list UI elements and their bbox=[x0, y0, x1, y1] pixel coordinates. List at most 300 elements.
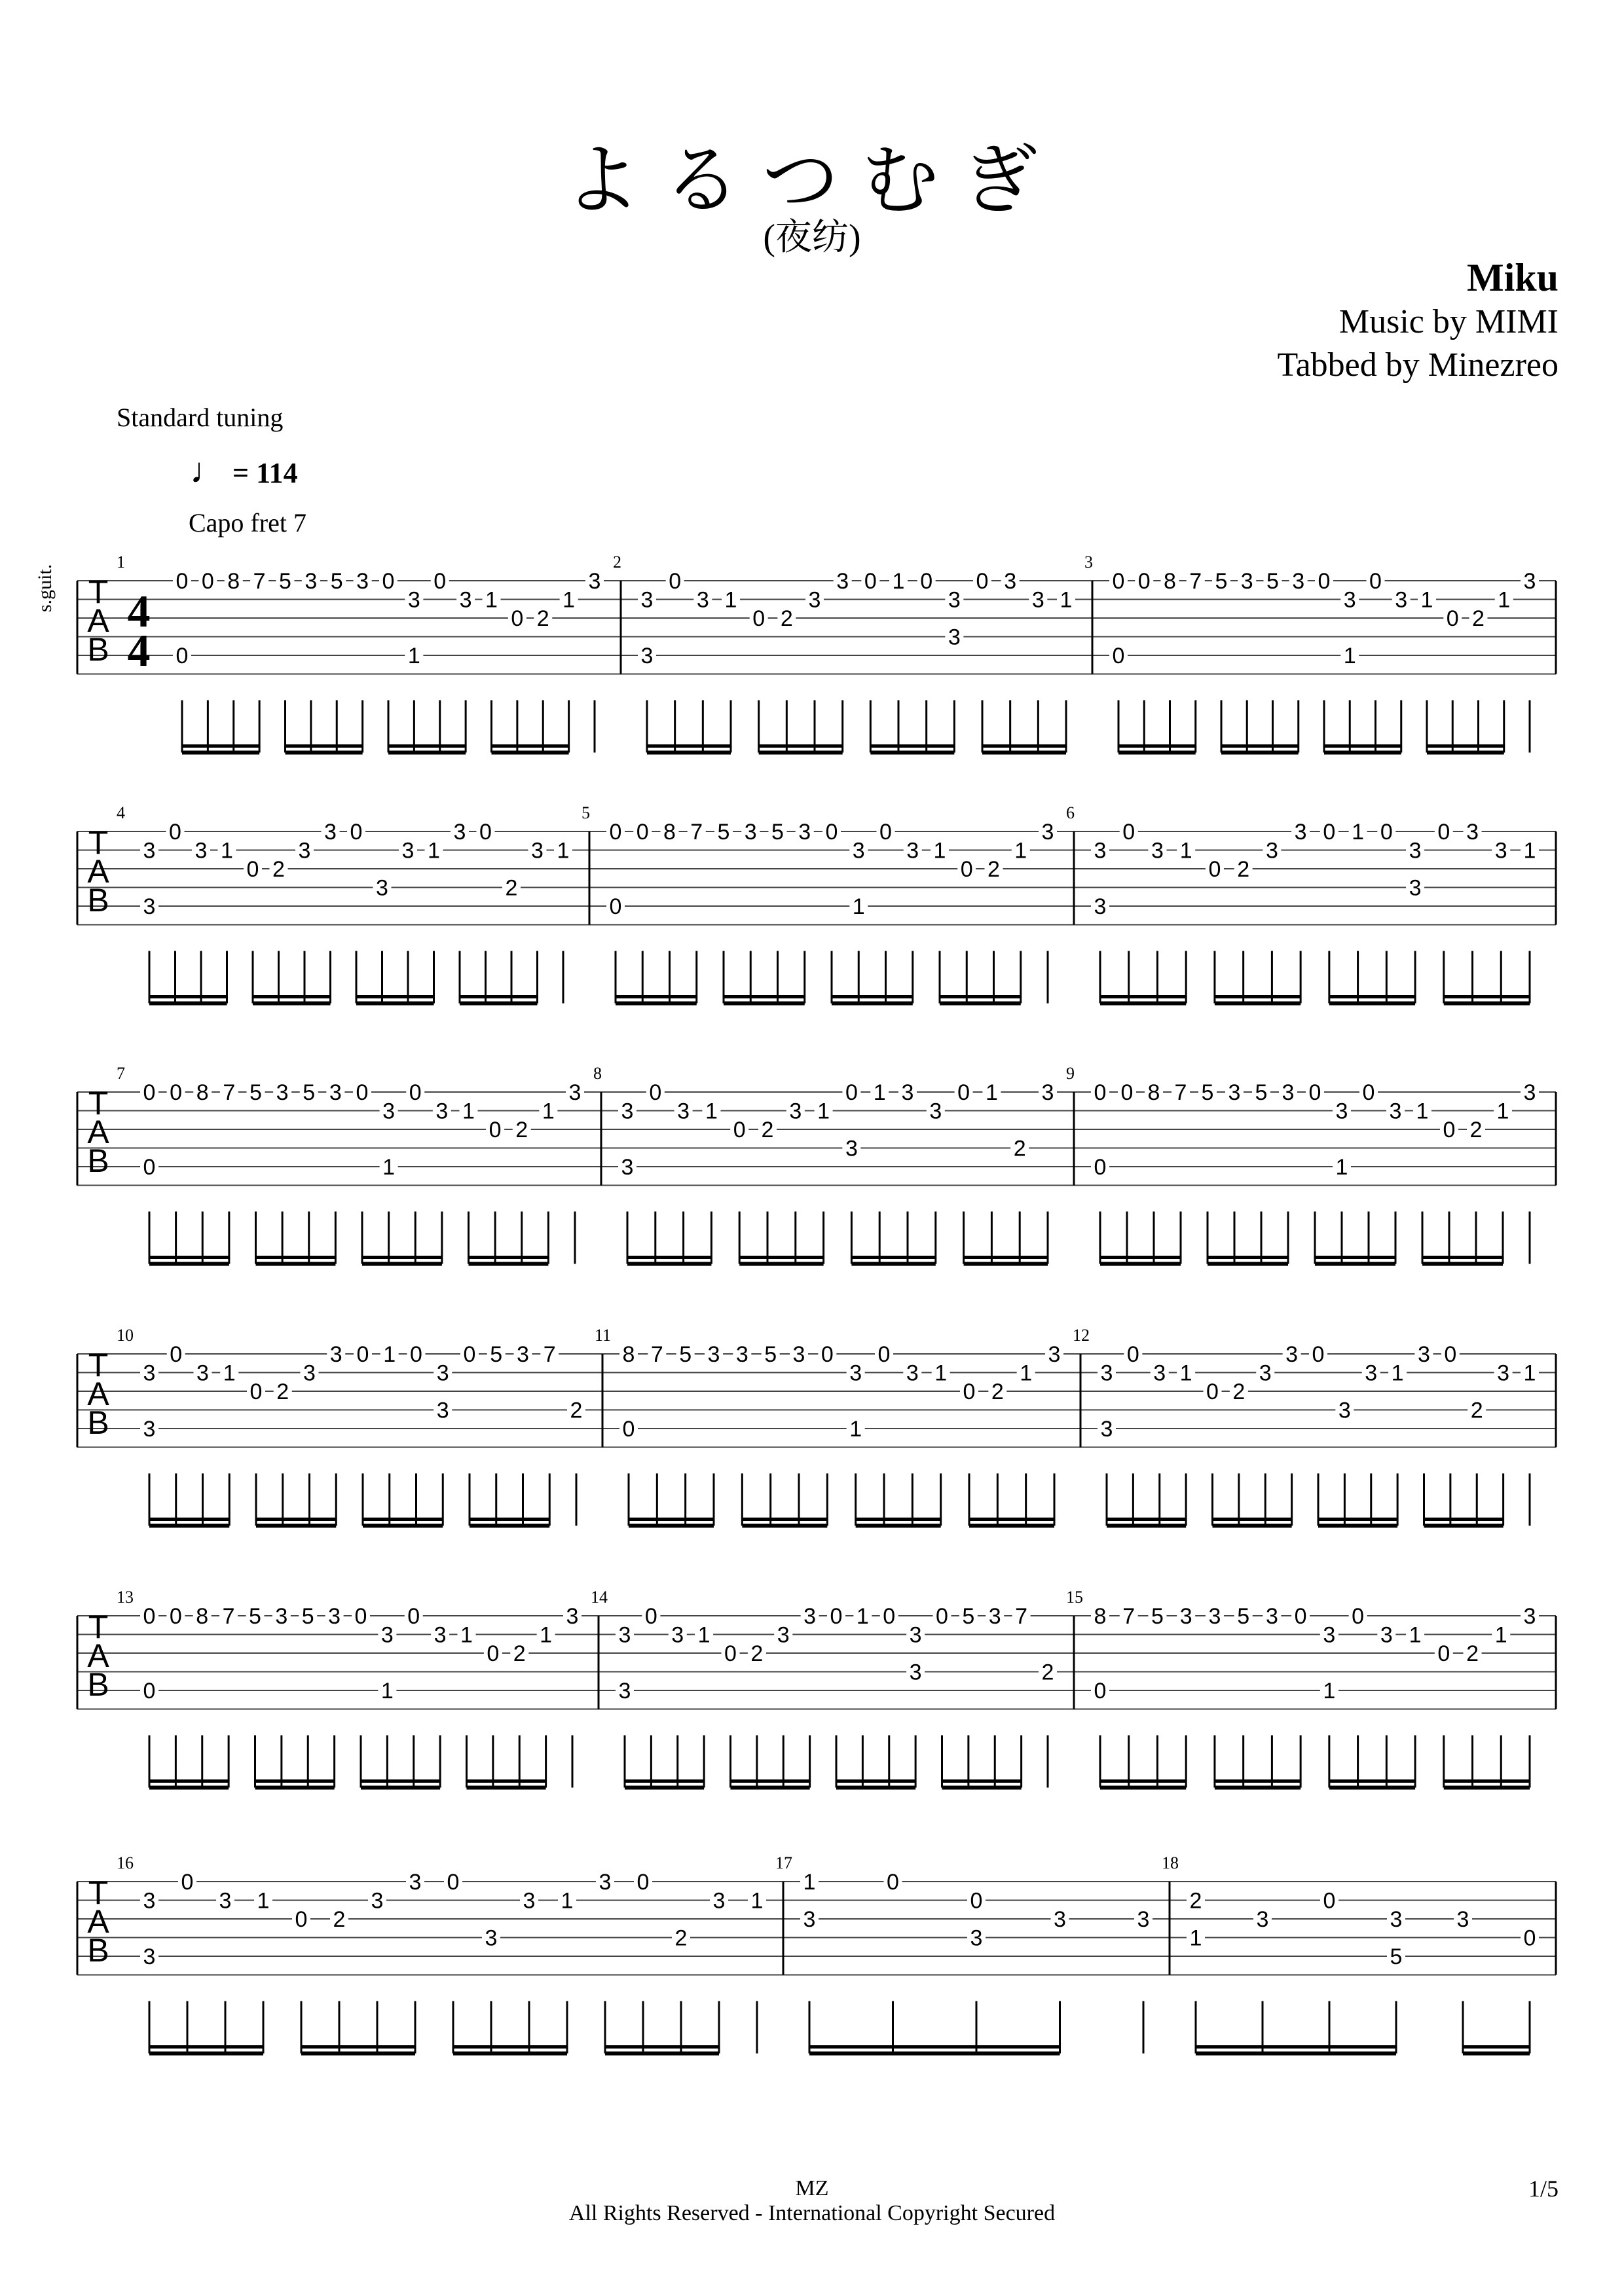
fret-number: 8 bbox=[1094, 1604, 1107, 1629]
fret-number: 3 bbox=[298, 838, 311, 864]
fret-number: 0 bbox=[1437, 820, 1450, 845]
fret-number: 0 bbox=[845, 1080, 858, 1105]
fret-number: 0 bbox=[1126, 1342, 1139, 1367]
fret-number: 0 bbox=[1112, 644, 1125, 668]
fret-number: 0 bbox=[644, 1604, 657, 1629]
time-signature-top: 4 bbox=[127, 587, 151, 637]
fret-number: 8 bbox=[196, 1080, 209, 1105]
fret-number: 3 bbox=[1456, 1907, 1469, 1932]
fret-number: 3 bbox=[1094, 894, 1107, 919]
fret-number: 3 bbox=[1365, 1360, 1378, 1386]
fret-number: 0 bbox=[489, 1118, 502, 1142]
fret-number: 0 bbox=[883, 1604, 896, 1629]
fret-number: 1 bbox=[428, 838, 440, 864]
fret-number: 3 bbox=[852, 838, 865, 864]
song-subtitle: (夜纺) bbox=[763, 217, 861, 258]
fret-number: 0 bbox=[407, 1604, 420, 1629]
footer-copyright: All Rights Reserved - International Copyright Secured bbox=[568, 2201, 1056, 2225]
fret-number: 3 bbox=[1031, 587, 1044, 613]
tab-letter: A bbox=[87, 1637, 109, 1674]
fret-number: 3 bbox=[671, 1622, 684, 1648]
fret-number: 3 bbox=[1338, 1398, 1351, 1423]
fret-number: 3 bbox=[1041, 1080, 1054, 1105]
fret-number: 0 bbox=[936, 1604, 948, 1629]
fret-number: 3 bbox=[329, 1342, 342, 1367]
fret-number: 8 bbox=[622, 1342, 635, 1367]
fret-number: 3 bbox=[219, 1888, 232, 1914]
fret-number: 1 bbox=[1179, 1360, 1192, 1386]
fret-number: 5 bbox=[301, 1604, 314, 1629]
fret-number: 1 bbox=[1416, 1099, 1429, 1124]
fret-number: 3 bbox=[948, 625, 961, 650]
tab-letter: A bbox=[87, 1114, 109, 1150]
fret-number: 0 bbox=[447, 1870, 460, 1895]
fret-number: 0 bbox=[1137, 569, 1151, 594]
fret-number: 3 bbox=[328, 1604, 341, 1629]
fret-number: 7 bbox=[253, 569, 266, 594]
fret-number: 3 bbox=[929, 1099, 942, 1124]
fret-number: 0 bbox=[1362, 1080, 1375, 1105]
fret-number: 1 bbox=[462, 1099, 475, 1124]
fret-number: 3 bbox=[275, 1604, 288, 1629]
fret-number: 3 bbox=[1409, 838, 1422, 864]
fret-number: 3 bbox=[845, 1136, 858, 1161]
fret-number: 0 bbox=[609, 820, 622, 845]
fret-number: 0 bbox=[1444, 1342, 1457, 1367]
fret-number: 5 bbox=[1237, 1604, 1250, 1629]
fret-number: 3 bbox=[1208, 1604, 1221, 1629]
fret-number: 3 bbox=[1256, 1907, 1269, 1932]
fret-number: 0 bbox=[1523, 1925, 1536, 1951]
fret-number: 0 bbox=[356, 1342, 369, 1367]
fret-number: 3 bbox=[434, 1622, 447, 1648]
fret-number: 2 bbox=[1469, 1118, 1483, 1142]
fret-number: 3 bbox=[276, 1080, 289, 1105]
measure-number: 2 bbox=[613, 553, 621, 572]
fret-number: 3 bbox=[566, 1604, 579, 1629]
fret-number: 3 bbox=[970, 1925, 983, 1951]
fret-number: 1 bbox=[1343, 644, 1356, 668]
fret-number: 2 bbox=[536, 606, 549, 631]
tab-letter: T bbox=[88, 1347, 109, 1383]
fret-number: 3 bbox=[523, 1888, 536, 1914]
song-title: よるつむぎ bbox=[563, 135, 1061, 225]
fret-number: 0 bbox=[1308, 1080, 1321, 1105]
fret-number: 1 bbox=[485, 587, 498, 613]
fret-number: 2 bbox=[761, 1118, 774, 1142]
fret-number: 1 bbox=[1496, 1099, 1509, 1124]
fret-number: 1 bbox=[705, 1099, 718, 1124]
fret-number: 3 bbox=[744, 820, 757, 845]
fret-number: 1 bbox=[873, 1080, 886, 1105]
measure-number: 10 bbox=[117, 1326, 134, 1345]
fret-number: 0 bbox=[752, 606, 766, 631]
fret-number: 0 bbox=[1094, 1080, 1107, 1105]
fret-number: 3 bbox=[485, 1925, 498, 1951]
fret-number: 7 bbox=[690, 820, 703, 845]
tab-letter: B bbox=[87, 631, 109, 668]
fret-number: 3 bbox=[1389, 1099, 1402, 1124]
fret-number: 3 bbox=[435, 1099, 449, 1124]
fret-number: 3 bbox=[409, 1870, 422, 1895]
fret-number: 3 bbox=[382, 1099, 396, 1124]
fret-number: 1 bbox=[1014, 838, 1027, 864]
fret-number: 3 bbox=[712, 1888, 726, 1914]
fret-number: 3 bbox=[707, 1342, 720, 1367]
fret-number: 0 bbox=[487, 1641, 500, 1666]
fret-number: 2 bbox=[505, 875, 518, 901]
fret-number: 1 bbox=[724, 587, 737, 613]
fret-number: 3 bbox=[1335, 1099, 1348, 1124]
fret-number: 1 bbox=[257, 1888, 270, 1914]
fret-number: 3 bbox=[792, 1342, 805, 1367]
fret-number: 0 bbox=[821, 1342, 834, 1367]
tab-letter: A bbox=[87, 853, 109, 890]
fret-number: 3 bbox=[906, 1360, 919, 1386]
fret-number: 1 bbox=[1523, 838, 1536, 864]
fret-number: 2 bbox=[1466, 1641, 1479, 1666]
fret-number: 8 bbox=[1147, 1080, 1160, 1105]
fret-number: 0 bbox=[175, 644, 189, 668]
fret-number: 3 bbox=[1523, 1604, 1536, 1629]
fret-number: 0 bbox=[1443, 1118, 1456, 1142]
fret-number: 1 bbox=[750, 1888, 764, 1914]
fret-number: 7 bbox=[223, 1080, 236, 1105]
fret-number: 3 bbox=[1395, 587, 1408, 613]
fret-number: 3 bbox=[696, 587, 709, 613]
fret-number: 3 bbox=[808, 587, 821, 613]
fret-number: 0 bbox=[1318, 569, 1331, 594]
measure-number: 18 bbox=[1162, 1853, 1179, 1872]
fret-number: 3 bbox=[677, 1099, 690, 1124]
fret-number: 0 bbox=[356, 1080, 369, 1105]
footer-label: MZ bbox=[795, 2176, 829, 2200]
fret-number: 0 bbox=[1112, 569, 1125, 594]
measure-number: 9 bbox=[1066, 1064, 1075, 1083]
fret-number: 3 bbox=[1294, 820, 1307, 845]
tab-letter: T bbox=[88, 1085, 109, 1121]
fret-number: 0 bbox=[1094, 1155, 1107, 1180]
fret-number: 0 bbox=[434, 569, 447, 594]
fret-number: 1 bbox=[382, 1155, 396, 1180]
fret-number: 0 bbox=[920, 569, 933, 594]
fret-number: 3 bbox=[143, 838, 156, 864]
fret-number: 1 bbox=[460, 1622, 473, 1648]
measure-number: 7 bbox=[117, 1064, 125, 1083]
fret-number: 0 bbox=[175, 569, 189, 594]
fret-number: 3 bbox=[1240, 569, 1253, 594]
fret-number: 0 bbox=[649, 1080, 662, 1105]
fret-number: 1 bbox=[561, 1888, 574, 1914]
fret-number: 3 bbox=[798, 820, 811, 845]
fret-number: 0 bbox=[1380, 820, 1393, 845]
fret-number: 1 bbox=[542, 1099, 555, 1124]
fret-number: 0 bbox=[143, 1604, 156, 1629]
fret-number: 2 bbox=[276, 1379, 289, 1404]
fret-number: 3 bbox=[407, 587, 420, 613]
fret-number: 3 bbox=[1100, 1417, 1113, 1442]
fret-number: 3 bbox=[1323, 1622, 1336, 1648]
fret-number: 3 bbox=[401, 838, 415, 864]
tab-letter: B bbox=[87, 1142, 109, 1179]
time-signature-bottom: 4 bbox=[127, 626, 151, 676]
fret-number: 0 bbox=[511, 606, 524, 631]
fret-number: 2 bbox=[1237, 857, 1250, 882]
fret-number: 1 bbox=[803, 1870, 816, 1895]
fret-number: 3 bbox=[459, 587, 472, 613]
measure-number: 4 bbox=[117, 803, 125, 822]
fret-number: 3 bbox=[196, 1360, 209, 1386]
fret-number: 3 bbox=[640, 587, 654, 613]
fret-number: 3 bbox=[143, 894, 156, 919]
fret-number: 3 bbox=[1265, 838, 1278, 864]
fret-number: 0 bbox=[733, 1118, 746, 1142]
fret-number: 5 bbox=[1255, 1080, 1268, 1105]
fret-number: 1 bbox=[934, 1360, 948, 1386]
fret-number: 7 bbox=[1174, 1080, 1187, 1105]
fret-number: 2 bbox=[991, 1379, 1004, 1404]
measure-number: 17 bbox=[775, 1853, 792, 1872]
fret-number: 3 bbox=[1497, 1360, 1510, 1386]
fret-number: 3 bbox=[568, 1080, 581, 1105]
fret-number: 0 bbox=[479, 820, 492, 845]
fret-number: 1 bbox=[1020, 1360, 1033, 1386]
fret-number: 3 bbox=[517, 1342, 529, 1367]
artist: Miku bbox=[1466, 256, 1559, 299]
tab-letter: A bbox=[87, 1376, 109, 1412]
fret-number: 3 bbox=[588, 569, 601, 594]
fret-number: 3 bbox=[143, 1360, 156, 1386]
fret-number: 2 bbox=[1189, 1888, 1202, 1914]
fret-number: 0 bbox=[1369, 569, 1382, 594]
fret-number: 0 bbox=[887, 1870, 899, 1895]
fret-number: 3 bbox=[1228, 1080, 1241, 1105]
fret-number: 1 bbox=[1060, 587, 1073, 613]
fret-number: 0 bbox=[963, 1379, 976, 1404]
fret-number: 3 bbox=[143, 1944, 156, 1969]
fret-number: 0 bbox=[1094, 1679, 1107, 1704]
fret-number: 1 bbox=[817, 1099, 830, 1124]
fret-number: 7 bbox=[1122, 1604, 1135, 1629]
fret-number: 3 bbox=[1343, 587, 1356, 613]
fret-number: 5 bbox=[1390, 1944, 1403, 1969]
fret-number: 0 bbox=[1208, 857, 1221, 882]
fret-number: 7 bbox=[1015, 1604, 1028, 1629]
fret-number: 3 bbox=[909, 1622, 922, 1648]
fret-number: 2 bbox=[1041, 1660, 1054, 1685]
tab-letter: B bbox=[87, 1404, 109, 1441]
fret-number: 0 bbox=[830, 1604, 843, 1629]
fret-number: 1 bbox=[1179, 838, 1192, 864]
fret-number: 0 bbox=[1312, 1342, 1325, 1367]
fret-number: 0 bbox=[295, 1907, 308, 1932]
fret-number: 0 bbox=[410, 1342, 422, 1367]
fret-number: 0 bbox=[669, 569, 682, 594]
fret-number: 5 bbox=[717, 820, 730, 845]
fret-number: 0 bbox=[825, 820, 838, 845]
fret-number: 0 bbox=[354, 1604, 367, 1629]
fret-number: 3 bbox=[901, 1080, 914, 1105]
fret-number: 1 bbox=[380, 1679, 394, 1704]
fret-number: 5 bbox=[1201, 1080, 1214, 1105]
fret-number: 2 bbox=[1470, 1398, 1483, 1423]
fret-number: 3 bbox=[1282, 1080, 1295, 1105]
fret-number: 0 bbox=[1323, 820, 1336, 845]
fret-number: 0 bbox=[724, 1641, 737, 1666]
fret-number: 3 bbox=[849, 1360, 862, 1386]
fret-number: 3 bbox=[1100, 1360, 1113, 1386]
fret-number: 1 bbox=[1352, 820, 1365, 845]
fret-number: 0 bbox=[463, 1342, 476, 1367]
fret-number: 3 bbox=[1523, 569, 1536, 594]
fret-number: 0 bbox=[201, 569, 214, 594]
fret-number: 0 bbox=[957, 1080, 970, 1105]
fret-number: 3 bbox=[1523, 1080, 1536, 1105]
fret-number: 0 bbox=[170, 1080, 183, 1105]
fret-number: 2 bbox=[750, 1641, 764, 1666]
fret-number: 3 bbox=[453, 820, 466, 845]
measure-number: 5 bbox=[581, 803, 590, 822]
fret-number: 7 bbox=[222, 1604, 235, 1629]
fret-number: 3 bbox=[599, 1870, 612, 1895]
measure-number: 16 bbox=[117, 1853, 134, 1872]
fret-number: 3 bbox=[948, 587, 961, 613]
tab-letter: B bbox=[87, 882, 109, 919]
fret-number: 3 bbox=[324, 820, 337, 845]
tab-letter: T bbox=[88, 574, 109, 610]
fret-number: 1 bbox=[933, 838, 946, 864]
fret-number: 5 bbox=[679, 1342, 692, 1367]
fret-number: 8 bbox=[663, 820, 676, 845]
fret-number: 0 bbox=[1446, 606, 1459, 631]
fret-number: 3 bbox=[618, 1622, 631, 1648]
fret-number: 2 bbox=[987, 857, 1000, 882]
tab-credit: Tabbed by Minezreo bbox=[1277, 346, 1559, 384]
fret-number: 3 bbox=[1054, 1907, 1066, 1932]
fret-number: 3 bbox=[143, 1888, 156, 1914]
fret-number: 3 bbox=[531, 838, 544, 864]
fret-number: 2 bbox=[570, 1398, 583, 1423]
fret-number: 3 bbox=[1265, 1604, 1278, 1629]
fret-number: 1 bbox=[563, 587, 576, 613]
fret-number: 0 bbox=[970, 1888, 983, 1914]
fret-number: 3 bbox=[640, 644, 654, 668]
fret-number: 3 bbox=[909, 1660, 922, 1685]
fret-number: 3 bbox=[329, 1080, 342, 1105]
fret-number: 0 bbox=[350, 820, 363, 845]
fret-number: 3 bbox=[1151, 838, 1164, 864]
fret-number: 3 bbox=[1292, 569, 1305, 594]
measure-number: 13 bbox=[117, 1588, 134, 1607]
fret-number: 0 bbox=[637, 1870, 650, 1895]
fret-number: 3 bbox=[303, 1360, 316, 1386]
fret-number: 0 bbox=[609, 894, 622, 919]
fret-number: 5 bbox=[962, 1604, 975, 1629]
fret-number: 0 bbox=[622, 1417, 635, 1442]
fret-number: 3 bbox=[1466, 820, 1479, 845]
fret-number: 1 bbox=[1323, 1679, 1336, 1704]
fret-number: 0 bbox=[877, 1342, 891, 1367]
fret-number: 1 bbox=[1498, 587, 1511, 613]
fret-number: 1 bbox=[852, 894, 865, 919]
fret-number: 7 bbox=[1189, 569, 1202, 594]
fret-number: 0 bbox=[1122, 820, 1135, 845]
fret-number: 3 bbox=[735, 1342, 748, 1367]
measure-number: 6 bbox=[1066, 803, 1075, 822]
fret-number: 5 bbox=[249, 1604, 261, 1629]
fret-number: 3 bbox=[143, 1417, 156, 1442]
fret-number: 1 bbox=[985, 1080, 998, 1105]
fret-number: 2 bbox=[272, 857, 285, 882]
fret-number: 3 bbox=[1137, 1907, 1150, 1932]
fret-number: 0 bbox=[249, 1379, 263, 1404]
fret-number: 1 bbox=[383, 1342, 396, 1367]
fret-number: 3 bbox=[194, 838, 208, 864]
tab-letter: T bbox=[88, 1874, 109, 1911]
fret-number: 3 bbox=[621, 1099, 634, 1124]
fret-number: 3 bbox=[1153, 1360, 1166, 1386]
fret-number: 3 bbox=[803, 1604, 817, 1629]
fret-number: 3 bbox=[906, 838, 919, 864]
fret-number: 2 bbox=[333, 1907, 346, 1932]
fret-number: 1 bbox=[697, 1622, 710, 1648]
fret-number: 5 bbox=[303, 1080, 316, 1105]
fret-number: 5 bbox=[771, 820, 784, 845]
fret-number: 0 bbox=[382, 569, 395, 594]
fret-number: 0 bbox=[143, 1679, 156, 1704]
fret-number: 1 bbox=[540, 1622, 553, 1648]
fret-number: 3 bbox=[1048, 1342, 1061, 1367]
fret-number: 0 bbox=[960, 857, 973, 882]
music-credit: Music by MIMI bbox=[1338, 303, 1559, 340]
measure-number: 12 bbox=[1073, 1326, 1090, 1345]
fret-number: 0 bbox=[1120, 1080, 1134, 1105]
fret-number: 8 bbox=[196, 1604, 209, 1629]
fret-number: 3 bbox=[988, 1604, 1001, 1629]
fret-number: 1 bbox=[849, 1417, 862, 1442]
fret-number: 0 bbox=[1437, 1641, 1450, 1666]
fret-number: 0 bbox=[1206, 1379, 1219, 1404]
tab-letter: B bbox=[87, 1932, 109, 1969]
fret-number: 0 bbox=[169, 1604, 182, 1629]
fret-number: 0 bbox=[143, 1080, 156, 1105]
fret-number: 8 bbox=[227, 569, 240, 594]
fret-number: 3 bbox=[1004, 569, 1017, 594]
fret-number: 3 bbox=[1094, 838, 1107, 864]
fret-number: 0 bbox=[409, 1080, 422, 1105]
fret-number: 1 bbox=[892, 569, 905, 594]
fret-number: 5 bbox=[330, 569, 343, 594]
fret-number: 1 bbox=[1391, 1360, 1404, 1386]
measure-number: 15 bbox=[1066, 1588, 1083, 1607]
fret-number: 3 bbox=[304, 569, 318, 594]
fret-number: 5 bbox=[1215, 569, 1228, 594]
fret-number: 3 bbox=[371, 1888, 384, 1914]
fret-number: 3 bbox=[436, 1360, 449, 1386]
capo-label: Capo fret 7 bbox=[189, 508, 306, 538]
fret-number: 3 bbox=[1041, 820, 1054, 845]
fret-number: 3 bbox=[1418, 1342, 1430, 1367]
fret-number: 2 bbox=[515, 1118, 528, 1142]
fret-number: 8 bbox=[1164, 569, 1176, 594]
fret-number: 3 bbox=[356, 569, 369, 594]
fret-number: 5 bbox=[1151, 1604, 1164, 1629]
fret-number: 3 bbox=[1179, 1604, 1192, 1629]
fret-number: 5 bbox=[249, 1080, 262, 1105]
fret-number: 1 bbox=[223, 1360, 236, 1386]
fret-number: 3 bbox=[789, 1099, 802, 1124]
measure-number: 1 bbox=[117, 553, 125, 572]
